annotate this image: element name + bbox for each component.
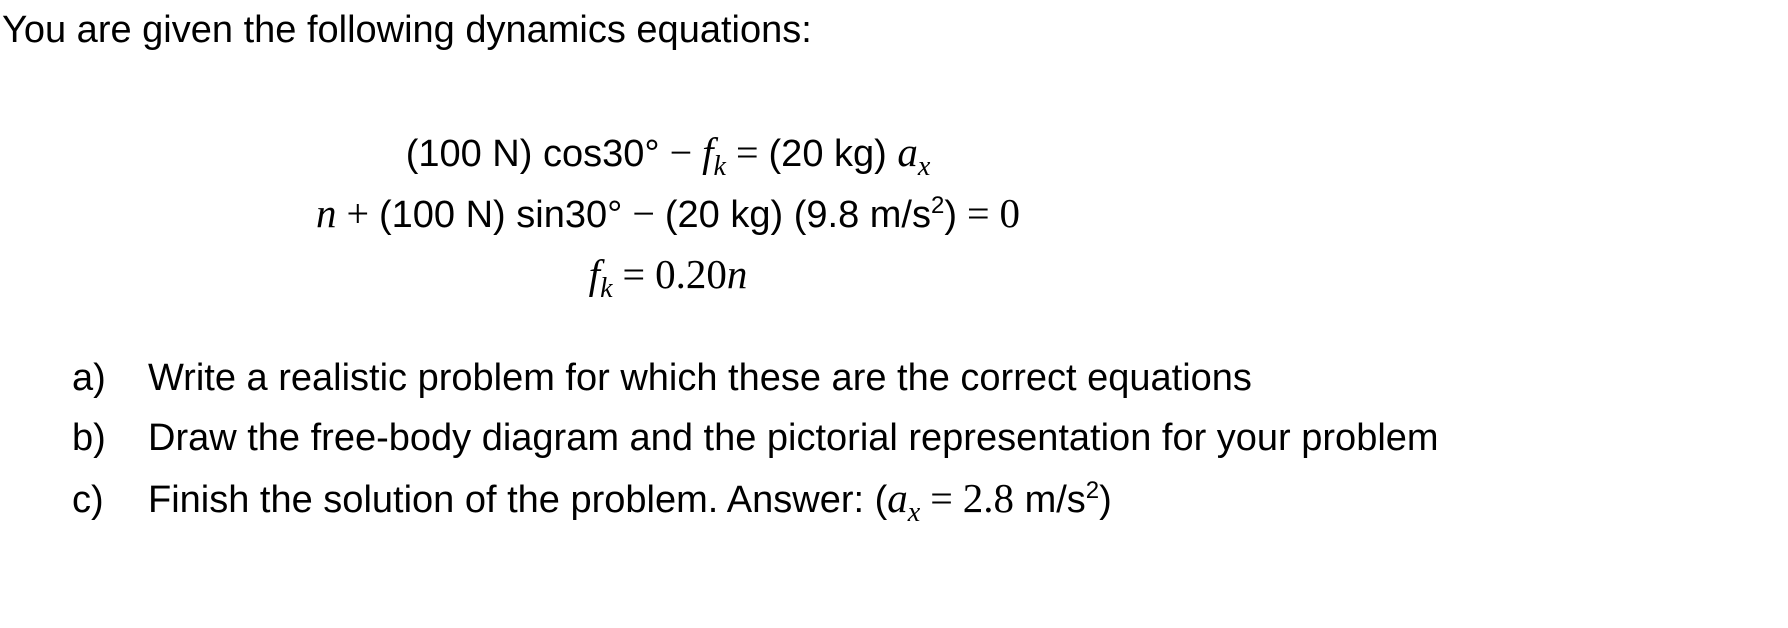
answer-equals: = (930, 476, 953, 521)
question-list (72, 348, 1439, 528)
eq3-fk-subscript: k (600, 273, 613, 304)
eq3-coefficient: 0.20 (655, 251, 727, 297)
equation-3 (0, 244, 1336, 305)
eq1-fk-subscript: k (713, 151, 726, 182)
question-b (72, 408, 1439, 468)
eq2-g-exponent: 2 (930, 192, 945, 219)
eq3-n-symbol: n (726, 251, 748, 297)
equation-block (0, 122, 1336, 305)
question-a (72, 348, 1439, 408)
eq1-minus: − (669, 130, 693, 175)
question-b-marker: b) (72, 417, 106, 459)
eq2-force: (100 N) sin30° (379, 194, 623, 236)
answer-value: 2.8 (962, 475, 1015, 521)
eq2-plus: + (346, 191, 369, 236)
eq1-equals: = (735, 130, 759, 175)
question-c-text: Finish the solution of the problem. Answer: ( (148, 479, 888, 521)
question-c (72, 468, 1439, 528)
answer-exponent: 2 (1085, 477, 1100, 504)
answer-close: ) (1099, 479, 1112, 521)
eq1-force: (100 N) cos30° (405, 133, 660, 175)
eq1-mass: (20 kg) (768, 133, 887, 175)
question-a-text: Write a realistic problem for which these are the correct equations (148, 357, 1252, 399)
equation-2 (0, 183, 1336, 244)
eq3-fk-symbol: f (588, 251, 601, 297)
eq1-a-symbol: a (897, 129, 918, 175)
question-c-marker: c) (72, 479, 104, 521)
eq2-g-value: (9.8 m/s (793, 194, 931, 236)
eq2-minus: − (632, 191, 655, 236)
eq2-g-close: ) (944, 194, 957, 236)
answer-a-symbol: a (887, 475, 908, 521)
intro-text: You are given the following dynamics equations: (2, 9, 812, 51)
answer-unit: m/s (1024, 479, 1086, 521)
answer-a-subscript: x (907, 497, 921, 528)
eq2-mass: (20 kg) (664, 194, 784, 236)
equation-1 (0, 122, 1336, 183)
eq1-a-subscript: x (917, 151, 931, 182)
eq2-equals: = (966, 191, 990, 236)
question-a-marker: a) (72, 357, 106, 399)
question-b-text: Draw the free-body diagram and the pictorial representation for your problem (148, 417, 1439, 459)
eq3-equals: = (622, 252, 646, 297)
eq2-n-symbol: n (315, 190, 337, 236)
eq1-fk-symbol: f (702, 129, 714, 175)
eq2-rhs: 0 (999, 190, 1021, 236)
